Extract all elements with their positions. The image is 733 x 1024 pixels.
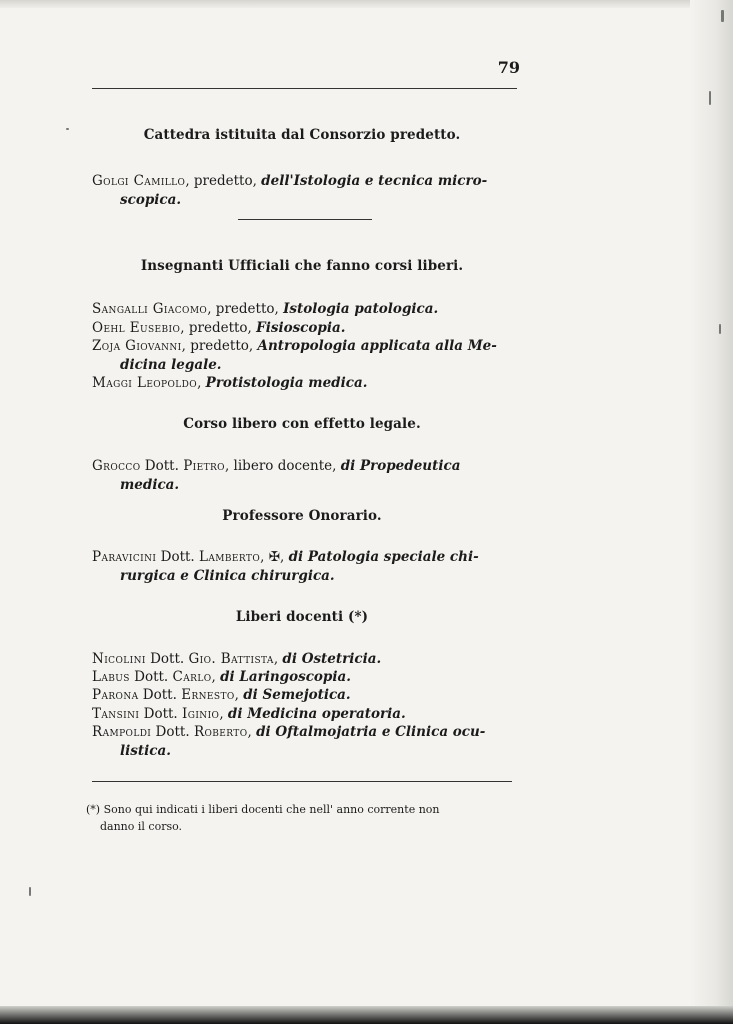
section-heading-corso-libero: Corso libero con effetto legale.: [183, 416, 421, 432]
entry-grocco: Grocco Dott. Pietro, libero docente, di Propedeutica medica.: [92, 458, 461, 493]
entry-sangalli: Sangalli Giacomo, predetto, Istologia patologica.: [92, 301, 439, 317]
entry-oehl: Oehl Eusebio, predetto, Fisioscopia.: [92, 320, 346, 336]
entry-name: Golgi Camillo: [92, 173, 186, 189]
scan-speck: [719, 324, 721, 334]
page-right-edge: [690, 0, 733, 1010]
section-heading-liberi-docenti: Liberi docenti (*): [235, 609, 369, 625]
scan-speck: [66, 128, 69, 130]
entry-paravicini: Paravicini Dott. Lamberto, ✠, di Patologia speciale chi- rurgica e Clinica chirurgica.: [92, 549, 479, 584]
page-top-edge: [0, 0, 733, 8]
entry-rampoldi: Rampoldi Dott. Roberto, di Oftalmojatria e Clinica ocu- listica.: [92, 724, 486, 759]
section-divider: [238, 219, 372, 220]
header-rule: [92, 88, 517, 89]
page-bottom-edge: [0, 1006, 733, 1024]
entry-labus: Labus Dott. Carlo, di Laringoscopia.: [92, 669, 351, 685]
entry-nicolini: Nicolini Dott. Gio. Battista, di Ostetricia.: [92, 651, 382, 667]
entry-parona: Parona Dott. Ernesto, di Semejotica.: [92, 687, 351, 703]
section-heading-insegnanti: Insegnanti Ufficiali che fanno corsi liberi.: [140, 258, 464, 274]
footnote: (*) Sono qui indicati i liberi docenti che nell' anno corrente non danno il corso.: [86, 803, 440, 833]
entry-maggi: Maggi Leopoldo, Protistologia medica.: [92, 375, 368, 391]
scan-speck: [29, 887, 31, 896]
section-heading-professore-onorario: Professore Onorario.: [222, 508, 382, 524]
section-heading-cattedra: Cattedra istituita dal Consorzio predetto.: [143, 127, 461, 143]
entry-golgi: Golgi Camillo, predetto, dell'Istologia e tecnica micro- scopica.: [92, 173, 488, 208]
page-number: 79: [497, 58, 520, 77]
scan-speck: [709, 91, 711, 105]
entry-zoja: Zoja Giovanni, predetto, Antropologia applicata alla Me- dicina legale.: [92, 338, 497, 373]
footnote-rule: [92, 781, 512, 782]
scan-speck: [721, 10, 724, 22]
entry-tansini: Tansini Dott. Iginio, di Medicina operatoria.: [92, 706, 406, 722]
